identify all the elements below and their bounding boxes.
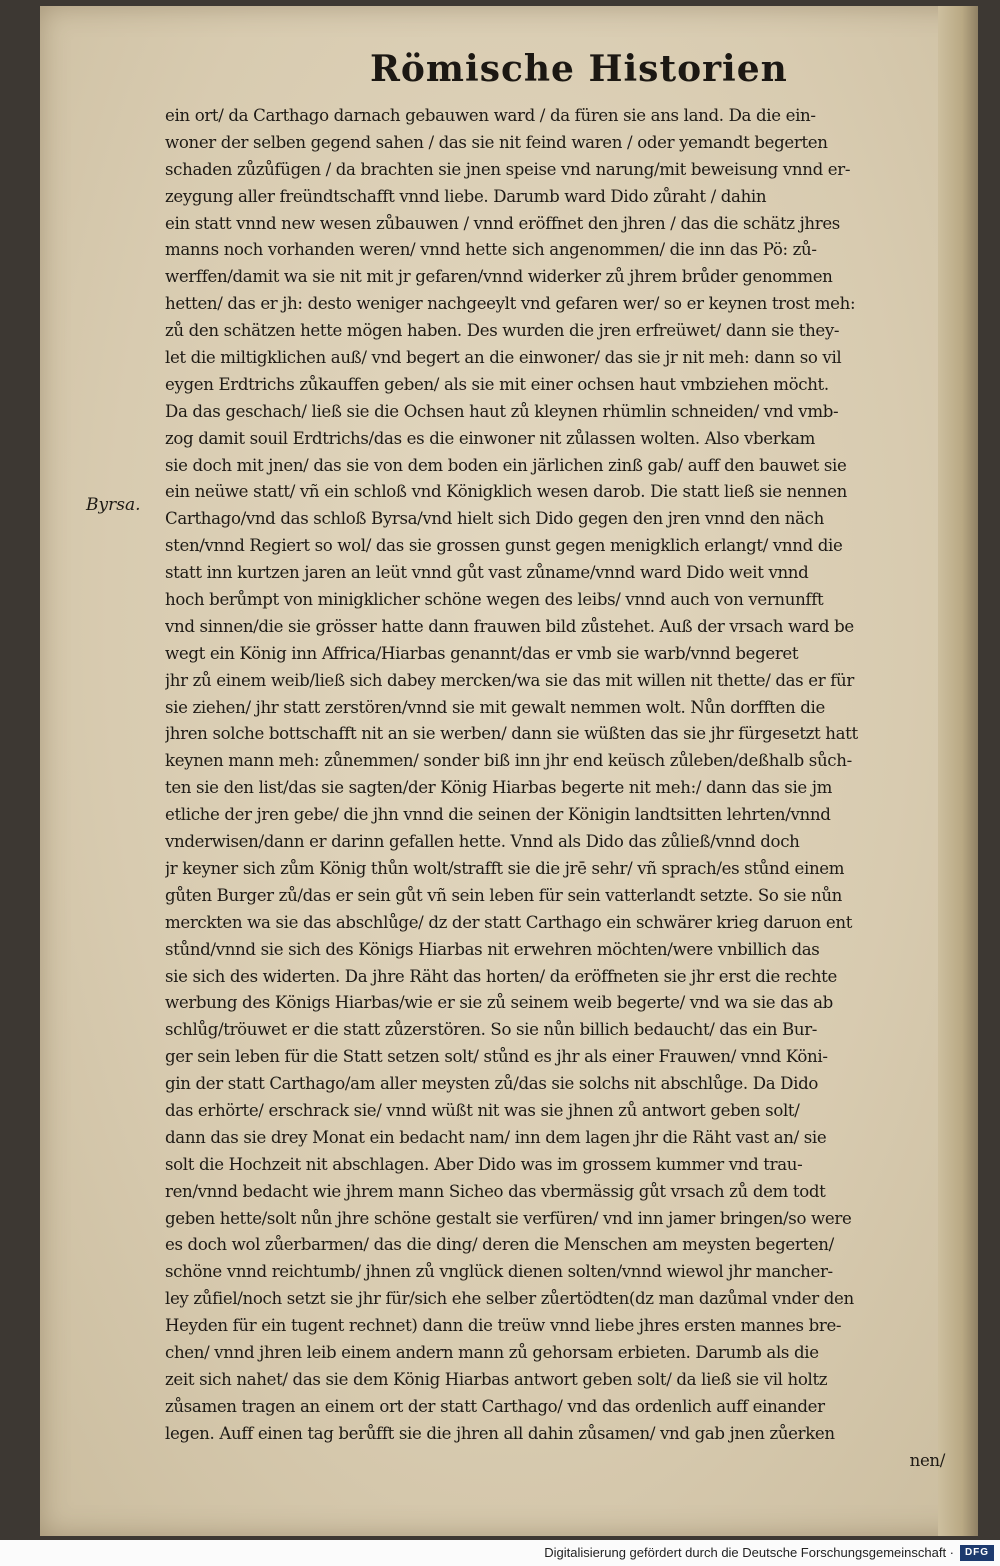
text-line: wegt ein König inn Affrica/Hiarbas genannt/das er vmb sie warb/vnnd begeret	[165, 643, 799, 663]
text-line: chen/ vnnd jhren leib einem andern mann zů gehorsam erbieten. Darumb als die	[165, 1342, 819, 1362]
text-line: das erhörte/ erschrack sie/ vnnd wüßt nit was sie jhnen zů antwort geben solt/	[165, 1100, 800, 1120]
text-line: sie ziehen/ jhr statt zerstören/vnnd sie mit gewalt nemmen wolt. Nůn dorfften die	[165, 697, 825, 717]
text-line: sten/vnnd Regiert so wol/ das sie grossen gunst gegen menigklich erlangt/ vnnd die	[165, 536, 843, 556]
footer-bar	[0, 1540, 1000, 1566]
margin-note: Byrsa.	[86, 495, 141, 515]
text-line: sie sich des widerten. Da jhre Räht das horten/ da eröffneten sie jhr erst die rechte	[165, 966, 837, 986]
text-line: manns noch vorhanden weren/ vnnd hette sich angenommen/ die inn das Pö: zů-	[165, 240, 817, 260]
text-line: dann das sie drey Monat ein bedacht nam/ inn dem lagen jhr die Räht vast an/ sie	[165, 1127, 827, 1147]
text-line: ren/vnnd bedacht wie jhrem mann Sicheo das vbermässig gůt vrsach zů dem todt	[165, 1181, 826, 1201]
body-text	[165, 103, 965, 1474]
text-line: ein statt vnnd new wesen zůbauwen / vnnd eröffnet den jhren / das die schätz jhres	[165, 213, 840, 233]
text-line: werffen/damit wa sie nit mit jr gefaren/vnnd widerker zů jhrem brůder genommen	[165, 267, 833, 287]
text-line: es doch wol zůerbarmen/ das die ding/ deren die Menschen am meysten begerten/	[165, 1235, 834, 1255]
text-line: sie doch mit jnen/ das sie von dem boden ein järlichen zinß gab/ auff den bauwet sie	[165, 455, 847, 475]
text-line: stůnd/vnnd sie sich des Königs Hiarbas nit erwehren möchten/were vnbillich das	[165, 939, 820, 959]
text-line: etliche der jren gebe/ die jhn vnnd die seinen der Königin landtsitten lehrten/vnnd	[165, 805, 831, 825]
text-line: ein neüwe statt/ vñ ein schloß vnd Königklich wesen darob. Die statt ließ sie nennen	[165, 482, 847, 502]
running-head: Römische Historien	[370, 48, 788, 90]
text-line: eygen Erdtrichs zůkauffen geben/ als sie mit einer ochsen haut vmbziehen möcht.	[165, 374, 829, 394]
text-line: Da das geschach/ ließ sie die Ochsen haut zů kleynen rhümlin schneiden/ vnd vmb-	[165, 401, 839, 421]
text-line: vnd sinnen/die sie grösser hatte dann frauwen bild zůstehet. Auß der vrsach ward be	[165, 616, 854, 636]
text-line: schöne vnnd reichtumb/ jhnen zů vnglück dienen solten/vnnd wiewol jhr mancher-	[165, 1262, 833, 1282]
text-line: hetten/ das er jh: desto weniger nachgeeylt vnd gefaren wer/ so er keynen trost meh:	[165, 294, 856, 314]
text-line: vnderwisen/dann er darinn gefallen hette. Vnnd als Dido das zůließ/vnnd doch	[165, 832, 800, 852]
text-line: jr keyner sich zům König thůn wolt/strafft sie die jrē sehr/ vñ sprach/es stůnd einem	[165, 858, 845, 878]
text-line: legen. Auff einen tag berůfft sie die jhren all dahin zůsamen/ vnd gab jnen zůerken	[165, 1423, 835, 1443]
text-line: zeygung aller freündtschafft vnnd liebe. Darumb ward Dido zůraht / dahin	[165, 186, 767, 206]
text-line: jhren solche bottschafft nit an sie werben/ dann sie wüßten das sie jhr fürgesetzt hatt	[165, 724, 858, 744]
text-line: ten sie den list/das sie sagten/der König Hiarbas begerte nit meh:/ dann das sie jm	[165, 778, 833, 798]
text-line: nen/	[909, 1450, 945, 1470]
text-line: solt die Hochzeit nit abschlagen. Aber Dido was im grossem kummer vnd trau-	[165, 1154, 803, 1174]
text-line: Carthago/vnd das schloß Byrsa/vnd hielt sich Dido gegen den jren vnnd den näch	[165, 509, 824, 529]
text-line: merckten wa sie das abschlůge/ dz der statt Carthago ein schwärer krieg daruon ent	[165, 912, 853, 932]
text-line: ger sein leben für die Statt setzen solt/ stůnd es jhr als einer Frauwen/ vnnd Köni-	[165, 1047, 828, 1067]
funding-credit: Digitalisierung gefördert durch die Deutsche Forschungsgemeinschaft ·	[544, 1545, 954, 1560]
text-line: keynen mann meh: zůnemmen/ sonder biß inn jhr end keüsch zůleben/deßhalb sůch-	[165, 751, 852, 771]
text-line: zog damit souil Erdtrichs/das es die einwoner nit zůlassen wolten. Also vberkam	[165, 428, 815, 448]
text-line: schaden zůzůfügen / da brachten sie jnen speise vnd narung/mit beweisung vnnd er-	[165, 159, 851, 179]
text-line: schlůg/tröuwet er die statt zůzerstören. So sie nůn billich bedaucht/ das ein Bur-	[165, 1020, 818, 1040]
text-line: statt inn kurtzen jaren an leüt vnnd gůt vast zůname/vnnd ward Dido weit vnnd	[165, 563, 809, 583]
text-line: gin der statt Carthago/am aller meysten zů/das sie solchs nit abschlůge. Da Dido	[165, 1074, 818, 1094]
text-line: Heyden für ein tugent rechnet) dann die treüw vnnd liebe jhres ersten mannes bre-	[165, 1316, 842, 1336]
text-line: zůsamen tragen an einem ort der statt Carthago/ vnd das ordenlich auff einander	[165, 1396, 825, 1416]
text-line: zeit sich nahet/ das sie dem König Hiarbas antwort geben solt/ da ließ sie vil holtz	[165, 1369, 828, 1389]
text-line: ein ort/ da Carthago darnach gebauwen ward / da füren sie ans land. Da die ein-	[165, 106, 816, 125]
text-line: geben hette/solt nůn jhre schöne gestalt sie verfüren/ vnd inn jamer bringen/so were	[165, 1208, 852, 1228]
text-line: woner der selben gegend sahen / das sie nit feind waren / oder yemandt begerten	[165, 132, 828, 152]
text-line: hoch berůmpt von minigklicher schöne wegen des leibs/ vnnd auch von vernunfft	[165, 590, 824, 610]
text-line: gůten Burger zů/das er sein gůt vñ sein leben für sein vatterlandt setzte. So sie nůn	[165, 885, 843, 905]
text-line: ley zůfiel/noch setzt sie jhr für/sich ehe selber zůertödten(dz man dazůmal vnder den	[165, 1289, 854, 1309]
text-line: werbung des Königs Hiarbas/wie er sie zů seinem weib begerte/ vnd wa sie das ab	[165, 993, 833, 1013]
text-line: zů den schätzen hette mögen haben. Des wurden die jren erfreüwet/ dann sie they-	[165, 321, 840, 341]
dfg-logo-icon: DFG	[960, 1545, 994, 1561]
text-line: let die miltigklichen auß/ vnd begert an die einwoner/ das sie jr nit meh: dann so vil	[165, 348, 842, 368]
text-line: jhr zů einem weib/ließ sich dabey mercken/wa sie das mit willen nit thette/ das er für	[165, 670, 854, 690]
